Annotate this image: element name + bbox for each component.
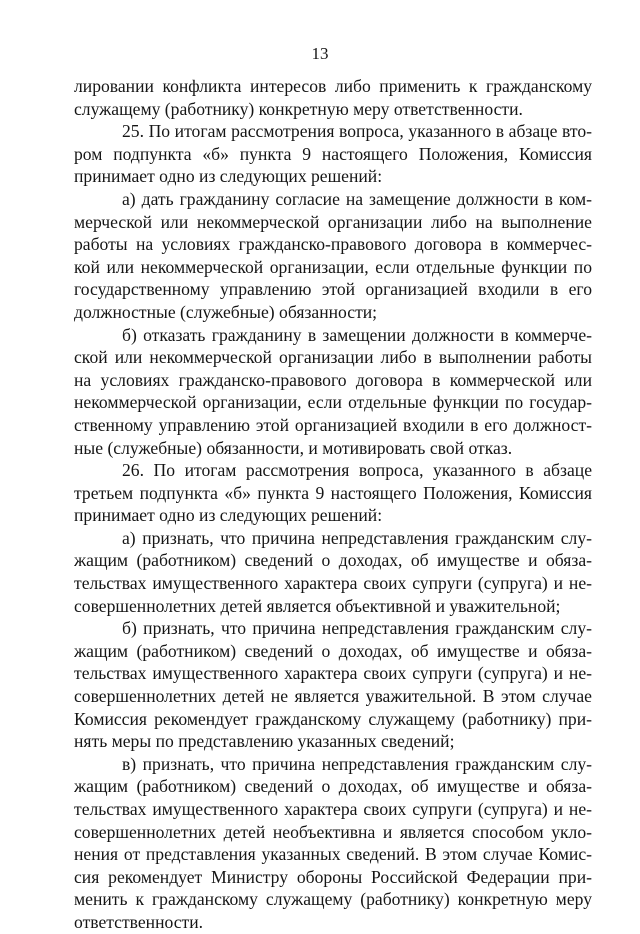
text-line: третьем подпункта «б» пункта 9 настоящего Положения, Комиссия <box>74 482 592 503</box>
text-line: а) признать, что причина непредставления гражданским слу- <box>122 527 592 548</box>
text-line: нять меры по представлению указанных сведений; <box>74 731 455 752</box>
text-line: менить к гражданскому служащему (работнику) конкретную меру <box>74 889 592 910</box>
text-line: б) отказать гражданину в замещении должности в коммерче- <box>122 324 592 345</box>
text-line: некоммерческой организации, если отдельные функции по государ- <box>74 392 592 413</box>
text-line: принимает одно из следующих решений: <box>74 505 383 526</box>
text-line: в) признать, что причина непредставления гражданским слу- <box>122 753 592 774</box>
text-line: 25. По итогам рассмотрения вопроса, указанного в абзаце вто- <box>122 121 592 142</box>
text-line: б) признать, что причина непредставления гражданским слу- <box>122 618 592 639</box>
text-line: принимает одно из следующих решений: <box>74 166 383 187</box>
text-line: совершеннолетних детей является объективной и уважительной; <box>74 595 561 616</box>
text-line: кой или некоммерческой организации, если отдельные функции по <box>74 256 592 277</box>
document-body <box>74 75 592 934</box>
text-line: жащим (работником) сведений о доходах, об имуществе и обяза- <box>74 640 592 661</box>
text-line: совершеннолетних детей не является уважительной. В этом случае <box>74 686 592 707</box>
text-line: государственному управлению этой организацией входили в его <box>74 279 592 300</box>
text-line: работы на условиях гражданско-правового договора в коммерчес- <box>74 234 592 255</box>
text-line: 26. По итогам рассмотрения вопроса, указанного в абзаце <box>122 460 592 481</box>
text-line: нения от представления указанных сведений. В этом случае Комис- <box>74 844 592 865</box>
text-line: Комиссия рекомендует гражданскому служащему (работнику) при- <box>74 708 592 729</box>
text-line: тельствах имущественного характера своих супруги (супруга) и не- <box>74 573 592 594</box>
text-line: ром подпункта «б» пункта 9 настоящего Положения, Комиссия <box>74 143 592 164</box>
page-number: 13 <box>311 44 329 63</box>
text-line: должностные (служебные) обязанности; <box>74 301 378 322</box>
text-line: мерческой или некоммерческой организации либо на выполнение <box>74 211 592 232</box>
text-line: ные (служебные) обязанности, и мотивировать свой отказ. <box>74 437 513 458</box>
text-line: тельствах имущественного характера своих супруги (супруга) и не- <box>74 663 592 684</box>
text-line: служащему (работнику) конкретную меру ответственности. <box>74 98 523 119</box>
text-line: тельствах имущественного характера своих супруги (супруга) и не- <box>74 799 592 819</box>
text-line: ственному управлению этой организацией входили в его должност- <box>74 414 592 435</box>
text-line: совершеннолетних детей необъективна и является способом укло- <box>74 821 592 842</box>
text-line: лировании конфликта интересов либо применить к гражданскому <box>74 76 592 96</box>
text-line: на условиях гражданско-правового договора в коммерческой или <box>74 369 592 390</box>
text-line: жащим (работником) сведений о доходах, об имуществе и обяза- <box>74 776 592 797</box>
text-line: жащим (работником) сведений о доходах, об имуществе и обяза- <box>74 550 592 571</box>
text-line: ской или некоммерческой организации либо в выполнении работы <box>74 347 592 368</box>
text-line: сия рекомендует Министру обороны Российской Федерации при- <box>74 866 592 887</box>
text-line: а) дать гражданину согласие на замещение должности в ком- <box>122 188 592 209</box>
text-line: ответственности. <box>74 911 204 932</box>
